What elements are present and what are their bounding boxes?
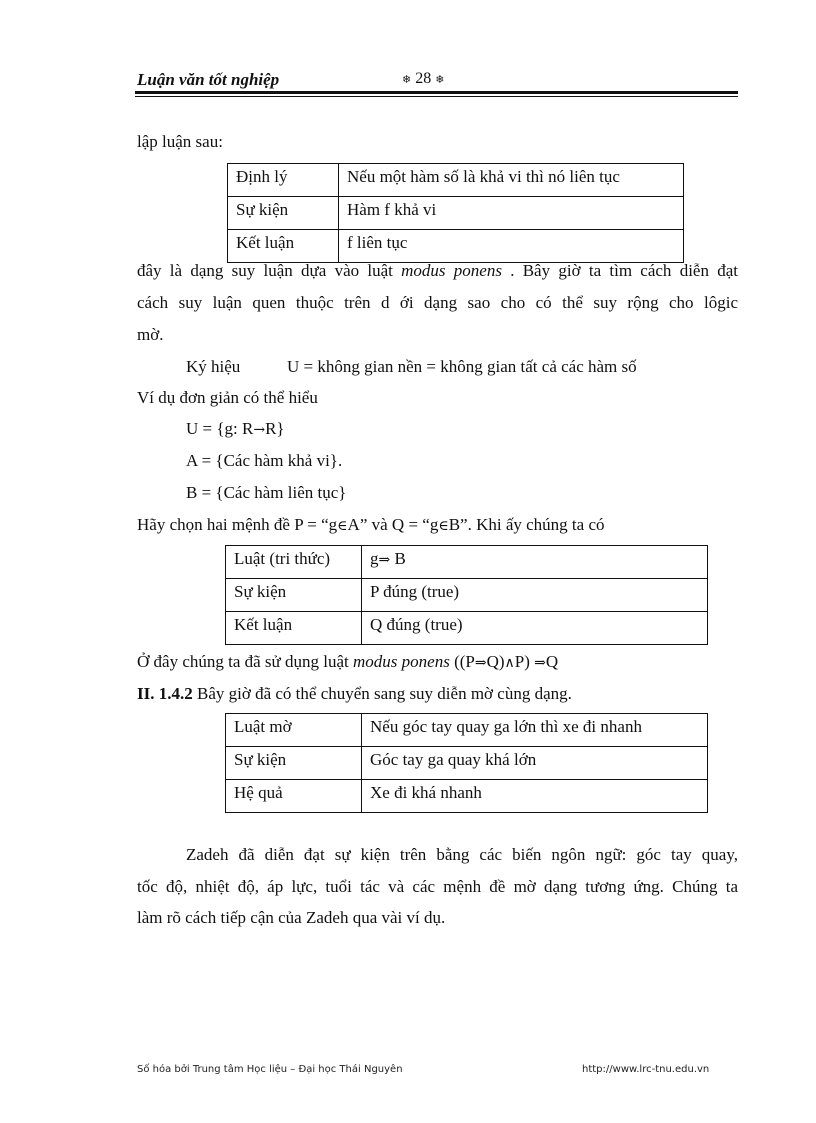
- text-span: đây là dạng suy luận dựa vào luật: [137, 261, 402, 280]
- page-ornament-left: ❄: [402, 74, 412, 86]
- text-span: B: [390, 549, 406, 568]
- notation-label: Ký hiệu: [186, 357, 241, 376]
- text-span: R}: [265, 419, 285, 438]
- text-span: A” và Q = “g: [347, 515, 439, 534]
- text-span: ((P: [449, 652, 475, 671]
- paragraph-line: [137, 260, 738, 282]
- footer-source: Số hóa bởi Trung tâm Học liệu – Đại học Thái Nguyên: [137, 1064, 403, 1075]
- text-span: g: [370, 549, 379, 568]
- arrow-icon: →: [253, 422, 266, 438]
- notation-text: U = không gian nền = không gian tất cả các hàm số: [287, 357, 637, 376]
- table-row: [228, 230, 684, 263]
- table-cell-value: Q đúng (true): [362, 612, 708, 645]
- section-text: Bây giờ đã có thể chuyển sang suy diễn mờ cùng dạng.: [192, 684, 572, 703]
- table-cell-value: Góc tay ga quay khá lớn: [362, 747, 708, 780]
- paragraph-line: làm rõ cách tiếp cận của Zadeh qua vài ví dụ.: [137, 908, 446, 927]
- table-cell-label: Hệ quả: [226, 780, 362, 813]
- table-row: [228, 197, 684, 230]
- footer-url[interactable]: http://www.lrc-tnu.edu.vn: [582, 1064, 710, 1075]
- table-row: [226, 780, 708, 813]
- section-heading: [137, 683, 572, 705]
- paragraph-line: mờ.: [137, 325, 164, 344]
- paragraph-line: cách suy luận quen thuộc trên d ới dạng sao cho có thể suy rộng cho lôgic: [137, 293, 738, 312]
- table-cell-label: Luật (tri thức): [226, 546, 362, 579]
- element-of-icon: ∈: [438, 518, 449, 534]
- running-header-title: Luận văn tốt nghiệp: [137, 70, 280, 89]
- page-number: [402, 70, 444, 88]
- modus-ponens-term: modus ponens: [401, 261, 502, 280]
- text-span: P): [514, 652, 535, 671]
- text-span: Ở đây chúng ta đã sử dụng luật: [137, 652, 354, 671]
- text-span: Hãy chọn hai mệnh đề P = “g: [137, 515, 338, 534]
- table-cell-label: Sự kiện: [228, 197, 339, 230]
- section-number: II. 1.4.2: [137, 684, 193, 703]
- table-cell-value: Xe đi khá nhanh: [362, 780, 708, 813]
- text-span: B”. Khi ấy chúng ta có: [448, 515, 605, 534]
- paragraph-line: tốc độ, nhiệt độ, áp lực, tuổi tác và các mệnh đề mờ dạng tương ứng. Chúng ta: [137, 877, 738, 896]
- table-theorem: [227, 163, 684, 263]
- table-row: [226, 579, 708, 612]
- text-span: Q): [486, 652, 505, 671]
- table-cell-value: P đúng (true): [362, 579, 708, 612]
- table-classic-rule: [225, 545, 708, 645]
- modus-ponens-line: [137, 651, 558, 674]
- table-fuzzy-rule: [225, 713, 708, 813]
- table-cell-label: Kết luận: [226, 612, 362, 645]
- element-of-icon: ∈: [337, 518, 348, 534]
- table-cell-label: Định lý: [228, 164, 339, 197]
- table-row: [226, 546, 708, 579]
- table-cell-label: Luật mờ: [226, 714, 362, 747]
- table-row: [226, 747, 708, 780]
- table-cell-value: f liên tục: [339, 230, 684, 263]
- set-u-definition: [186, 418, 285, 441]
- text-span: Q: [545, 652, 559, 671]
- table-row: [228, 164, 684, 197]
- paragraph-line: Zadeh đã diễn đạt sự kiện trên bằng các biến ngôn ngữ: góc tay quay,: [186, 845, 738, 864]
- table-cell-value: Nếu góc tay quay ga lớn thì xe đi nhanh: [362, 714, 708, 747]
- propositions-text: [137, 514, 605, 537]
- implies-icon: ⇒: [378, 552, 391, 568]
- table-cell-label: Sự kiện: [226, 747, 362, 780]
- table-cell-value: Hàm f khả vi: [339, 197, 684, 230]
- table-cell-value: Nếu một hàm số là khả vi thì nó liên tục: [339, 164, 684, 197]
- table-cell-value: [362, 546, 708, 579]
- example-text: Ví dụ đơn giản có thể hiểu: [137, 388, 318, 407]
- implies-icon: ⇒: [474, 655, 487, 671]
- implies-icon: ⇒: [534, 655, 546, 671]
- modus-ponens-term: modus ponens: [353, 652, 450, 671]
- header-rule-thin: [135, 96, 738, 97]
- page-number-value: 28: [415, 70, 432, 87]
- header-rule-thick: [135, 91, 738, 94]
- table-cell-label: Sự kiện: [226, 579, 362, 612]
- set-b-definition: B = {Các hàm liên tục}: [186, 483, 347, 502]
- intro-text: lập luận sau:: [137, 132, 223, 151]
- text-span: U = {g: R: [186, 419, 254, 438]
- set-a-definition: A = {Các hàm khả vi}.: [186, 451, 343, 470]
- table-row: [226, 612, 708, 645]
- page-ornament-right: ❄: [435, 74, 445, 86]
- table-cell-label: Kết luận: [228, 230, 339, 263]
- text-span: . Bây giờ ta tìm cách diễn đạt: [501, 261, 738, 280]
- table-row: [226, 714, 708, 747]
- logical-and-icon: ∧: [504, 655, 515, 671]
